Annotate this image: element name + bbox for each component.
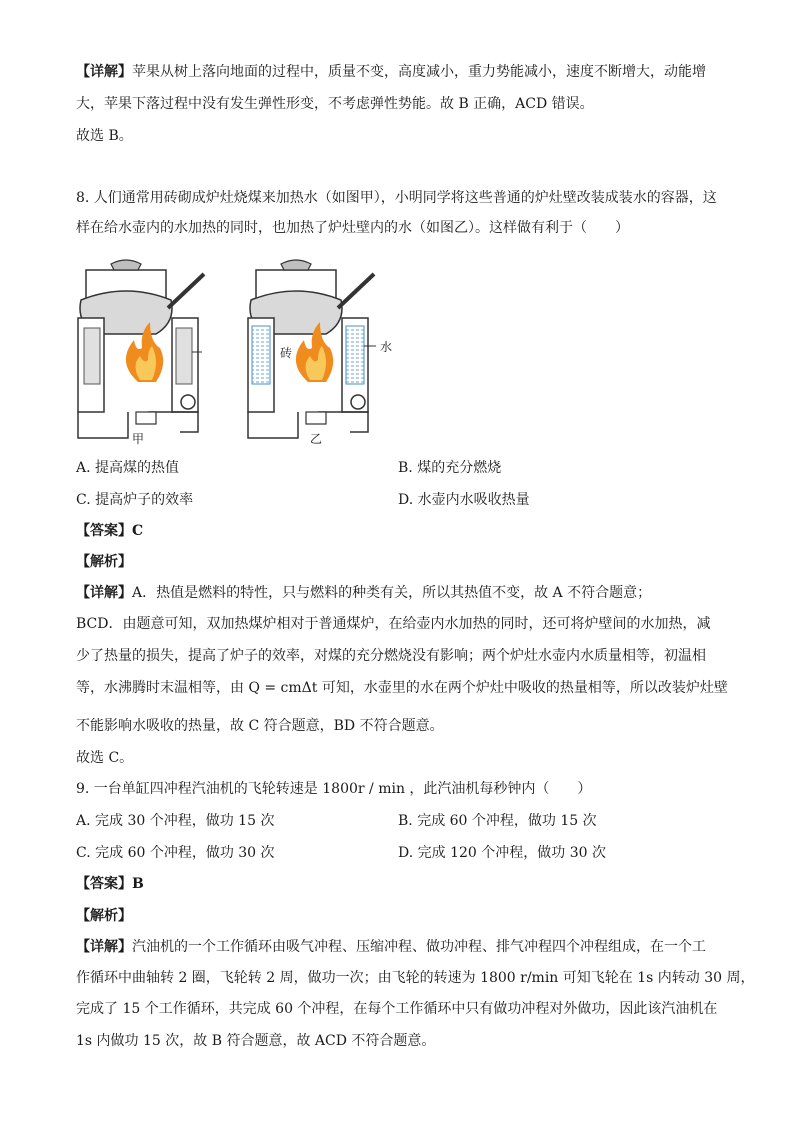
q8-detail-line-3: 少了热量的损失，提高了炉子的效率，对煤的充分燃烧没有影响；两个炉灶水壶内水质量相等，初温相 [76,648,706,664]
q7-conclusion: 故选 B。 [76,128,133,144]
q9-option-b: B. 完成 60 个冲程，做功 15 次 [398,813,597,829]
q8-option-c: C. 提高炉子的效率 [76,492,194,508]
q7-detail-line-2: 大，苹果下落过程中没有发生弹性形变，不考虑弹性势能。故 B 正确，ACD 错误。 [76,96,594,112]
q9-detail-line-1: 【详解】汽油机的一个工作循环由吸气冲程、压缩冲程、做功冲程、排气冲程四个冲程组成，在一个工 [76,939,706,955]
q9-detail-line-3: 完成了 15 个工作循环，共完成 60 个冲程，在每个工作循环中只有做功冲程对外做功，因此该汽油机在 [76,1001,718,1017]
stove-right [248,260,376,438]
q8-detail-line-2: BCD．由题意可知，双加热煤炉相对于普通煤炉，在给壶内水加热的同时，还可将炉壁间的水加热，减 [76,616,711,632]
stove-left [78,260,204,438]
stove-diagram [76,252,406,452]
figure-label-yi: 乙 [310,432,323,446]
q8-analysis-label: 【解析】 [76,554,132,570]
q8-conclusion: 故选 C。 [76,750,134,766]
callout-brick: 砖 [280,346,293,360]
q9-stem: 9. 一台单缸四冲程汽油机的飞轮转速是 1800r / min ，此汽油机每秒钟内（ ） [76,781,592,797]
q9-option-d: D. 完成 120 个冲程，做功 30 次 [398,845,606,861]
q8-stove-figure [76,252,406,452]
q8-option-a: A. 提高煤的热值 [76,460,180,476]
q8-answer: 【答案】C [76,523,144,539]
q8-option-b: B. 煤的充分燃烧 [398,460,502,476]
q8-detail-line-1: 【详解】A．热值是燃料的特性，只与燃料的种类有关，所以其热值不变，故 A 不符合题意； [76,585,652,601]
q9-option-c: C. 完成 60 个冲程，做功 30 次 [76,845,275,861]
q9-option-a: A. 完成 30 个冲程，做功 15 次 [76,813,275,829]
q9-detail-line-2: 作循环中曲轴转 2 圈，飞轮转 2 周，做功一次；由飞轮的转速为 1800 r/min 可知飞轮在 1s 内转动 30 周， [76,970,755,986]
q8-stem-line-2: 样在给水壶内的水加热的同时，也加热了炉灶壁内的水（如图乙）。这样做有利于（ ） [76,220,629,236]
q9-analysis-label: 【解析】 [76,908,132,924]
callout-water: 水 [380,340,393,354]
q9-detail-line-4: 1s 内做功 15 次，故 B 符合题意，故 ACD 不符合题意。 [76,1033,436,1049]
q8-detail-line-5: 不能影响水吸收的热量，故 C 符合题意，BD 不符合题意。 [76,718,444,734]
q9-answer: 【答案】B [76,876,144,892]
q8-detail-line-4: 等，水沸腾时末温相等，由 Q = cmΔt 可知，水壶里的水在两个炉灶中吸收的热量相等，所以改装炉灶壁 [76,680,728,696]
q7-detail-label: 【详解】 [76,64,132,80]
q8-detail-label: 【详解】 [76,585,132,601]
q7-detail-line-1: 【详解】苹果从树上落向地面的过程中，质量不变，高度减小，重力势能减小，速度不断增大，动能增 [76,64,706,80]
q9-detail-label: 【详解】 [76,939,132,955]
q8-option-d: D. 水壶内水吸收热量 [398,492,530,508]
q8-stem-line-1: 8. 人们通常用砖砌成炉灶烧煤来加热水（如图甲），小明同学将这些普通的炉灶壁改装成装水的容器，这 [76,190,717,206]
figure-label-jia: 甲 [132,432,145,446]
